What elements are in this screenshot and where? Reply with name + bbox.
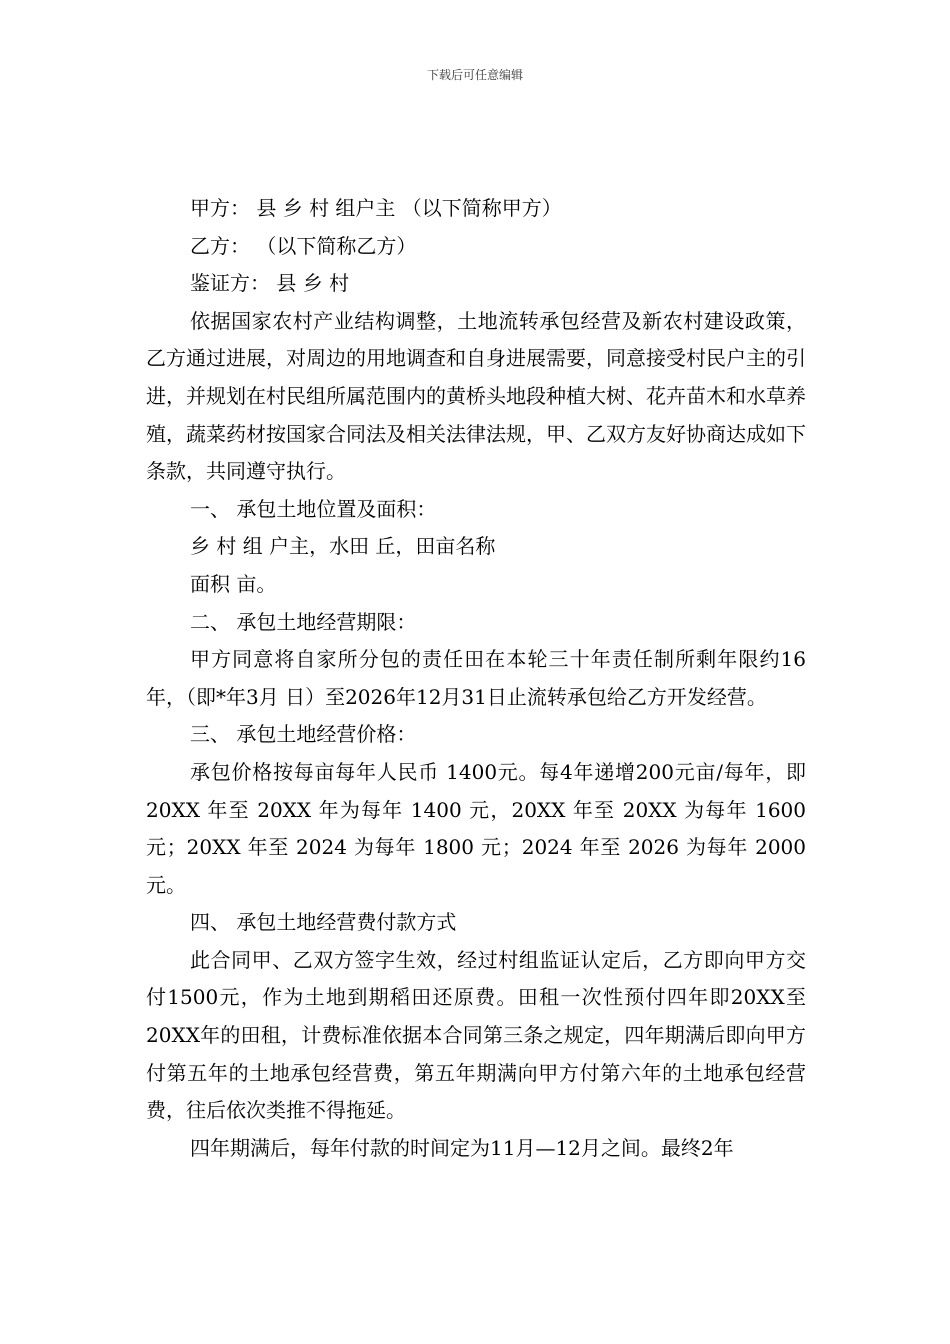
section-2-heading: 二、 承包土地经营期限： bbox=[190, 609, 417, 634]
land-area-line: 面积 亩。 bbox=[190, 571, 277, 596]
payment-paragraph: 此合同甲、乙双方签字生效，经过村组监证认定后，乙方即向甲方交付1500元，作为土地到期稻田还原费。田租一次性预付四年即20XX至20XX年的田租，计费标准依据本合同第三条之规定，四年期满后即向甲方付第五年的土地承包经营费，第五年期满向甲方付第六年的土地承包经营费，往后依次类推不得拖延。 bbox=[146, 947, 806, 1123]
page-header: 下载后可任意编辑 bbox=[426, 68, 523, 82]
preamble-paragraph: 依据国家农村产业结构调整，土地流转承包经营及新农村建设政策，乙方通过进展，对周边的用地调查和自身进展需要，同意接受村民户主的引进，并规划在村民组所属范围内的黄桥头地段种植大树、花卉苗木和水草养殖，蔬菜药材按国家合同法及相关法律法规，甲、乙双方友好协商达成如下条款，共同遵守执行。 bbox=[146, 308, 806, 484]
document-body bbox=[146, 190, 806, 1167]
section-3-heading: 三、 承包土地经营价格： bbox=[190, 722, 417, 747]
witness-line: 鉴证方： 县 乡 村 bbox=[190, 271, 350, 296]
party-b-line: 乙方： （以下简称乙方） bbox=[190, 233, 417, 258]
section-4-heading: 四、 承包土地经营费付款方式 bbox=[190, 910, 457, 935]
payment-time-paragraph: 四年期满后，每年付款的时间定为11月—12月之间。最终2年 bbox=[190, 1135, 734, 1160]
section-1-heading: 一、 承包土地位置及面积： bbox=[190, 496, 437, 521]
term-paragraph: 甲方同意将自家所分包的责任田在本轮三十年责任制所剩年限约16年，（即*年3月 日）至2026年12月31日止流转承包给乙方开发经营。 bbox=[146, 647, 806, 709]
price-paragraph: 承包价格按每亩每年人民币 1400元。每4年递增200元亩/每年，即 20XX 年至 20XX 年为每年 1400 元，20XX 年至 20XX 为每年 1600 元；20XX 年至 2024 为每年 1800 元；2024 年至 2026 为每年 2000元。 bbox=[146, 759, 806, 897]
party-a-line: 甲方： 县 乡 村 组户主 （以下简称甲方） bbox=[190, 196, 562, 220]
land-location-line: 乡 村 组 户主，水田 丘，田亩名称 bbox=[190, 534, 496, 559]
